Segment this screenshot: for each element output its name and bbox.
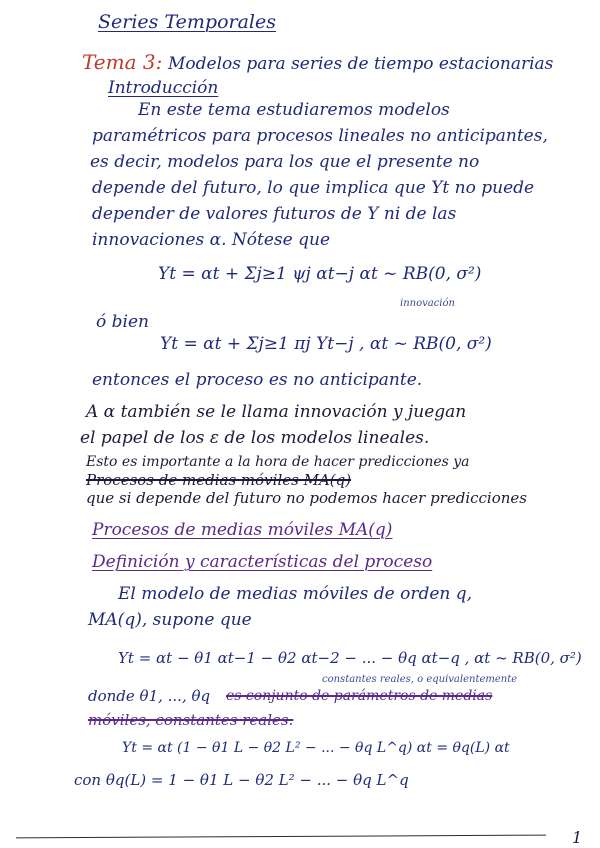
introduction-heading: Introducción (108, 78, 219, 98)
section-heading: Procesos de medias móviles MA(q) (92, 520, 393, 540)
text-line: donde θ1, ..., θq (88, 687, 211, 705)
struck-text-line: Procesos de medias móviles MA(q) (86, 471, 352, 489)
subsection-heading: Definición y características del proceso (92, 552, 433, 572)
equation: con θq(L) = 1 − θ1 L − θ2 L² − ... − θq L^q (74, 771, 409, 789)
page-number: 1 (572, 828, 583, 847)
text-line: En este tema estudiaremos modelos (138, 100, 450, 120)
text-line: A α también se le llama innovación y juegan (86, 402, 467, 422)
footer-divider (16, 835, 546, 839)
struck-text-line: es conjunto de parámetros de medias (226, 688, 493, 704)
text-line: depende del futuro, lo que implica que Yt no puede (92, 178, 535, 198)
text-line: ó bien (96, 312, 149, 332)
text-line: el papel de los ε de los modelos lineales. (80, 428, 430, 448)
topic-title: Modelos para series de tiempo estacionarias (168, 54, 554, 74)
text-line: entonces el proceso es no anticipante. (92, 370, 423, 390)
text-line: que si depende del futuro no podemos hacer predicciones (86, 489, 527, 507)
subject-title: Series Temporales (98, 11, 276, 33)
text-line: innovaciones α. Nótese que (92, 230, 331, 250)
text-line: El modelo de medias móviles de orden q, (118, 584, 473, 604)
equation-annotation: constantes reales, o equivalentemente (322, 674, 518, 685)
equation: Yt = αt (1 − θ1 L − θ2 L² − ... − θq L^q) αt = θq(L) αt (122, 740, 510, 756)
text-line: es decir, modelos para los que el presente no (90, 152, 480, 172)
equation: Yt = αt + Σj≥1 ψj αt−j αt ~ RB(0, σ²) (158, 264, 482, 284)
text-line: paramétricos para procesos lineales no anticipantes, (92, 126, 548, 146)
text-line: MA(q), supone que (88, 610, 252, 630)
topic-label: Tema 3: (82, 50, 163, 74)
equation: Yt = αt − θ1 αt−1 − θ2 αt−2 − ... − θq αt−q , αt ~ RB(0, σ²) (118, 649, 582, 667)
equation: Yt = αt + Σj≥1 πj Yt−j , αt ~ RB(0, σ²) (160, 334, 492, 354)
struck-text-line: móviles, constantes reales. (88, 711, 294, 729)
text-line: depender de valores futuros de Y ni de las (92, 204, 457, 224)
text-line: Esto es importante a la hora de hacer predicciones ya (86, 454, 470, 470)
equation-annotation: innovación (400, 298, 455, 309)
